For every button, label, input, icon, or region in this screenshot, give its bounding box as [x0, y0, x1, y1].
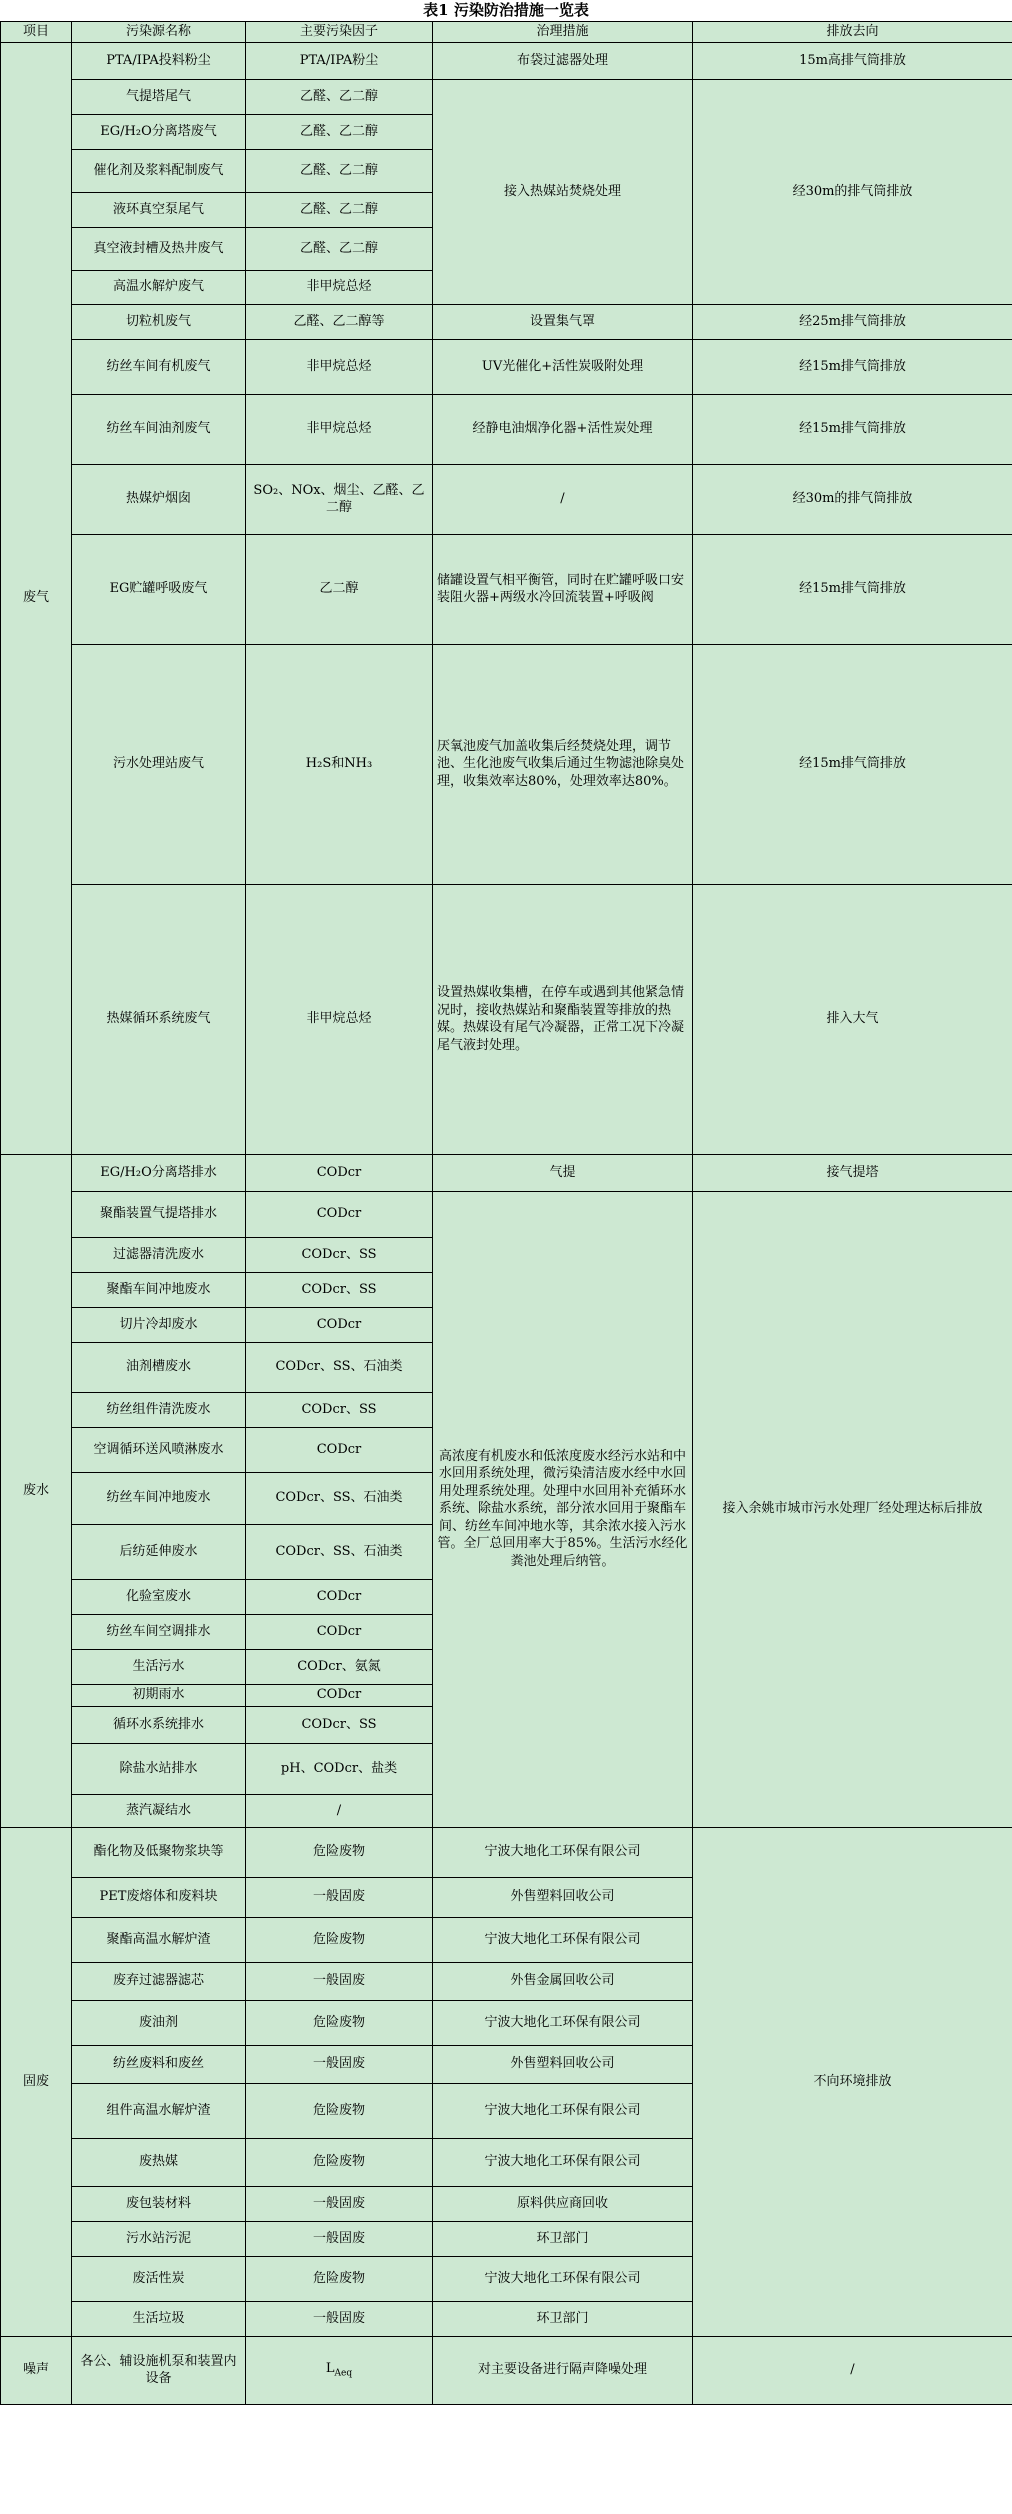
factor-cell: CODcr、氨氮 [246, 1649, 433, 1684]
table-row [1, 1154, 1012, 1191]
factor-cell: pH、CODcr、盐类 [246, 1743, 433, 1794]
pollution-measures-table [0, 21, 1012, 2405]
source-cell: 气提塔尾气 [72, 79, 246, 114]
source-cell: 循环水系统排水 [72, 1706, 246, 1743]
table-row [1, 2336, 1012, 2404]
factor-cell: CODcr [246, 1154, 433, 1191]
factor-cell: CODcr [246, 1191, 433, 1237]
source-cell: EG/H₂O分离塔排水 [72, 1154, 246, 1191]
factor-cell: 乙醛、乙二醇等 [246, 304, 433, 339]
factor-cell: CODcr、SS [246, 1272, 433, 1307]
source-cell: 纺丝车间有机废气 [72, 339, 246, 394]
measure-cell: 宁波大地化工环保有限公司 [433, 2256, 693, 2301]
source-cell: 聚酯高温水解炉渣 [72, 1917, 246, 1962]
measure-cell: 原料供应商回收 [433, 2186, 693, 2221]
header-factor: 主要污染因子 [246, 22, 433, 43]
measure-cell: 设置集气罩 [433, 304, 693, 339]
measure-cell: 外售金属回收公司 [433, 1962, 693, 2000]
factor-cell: CODcr [246, 1427, 433, 1472]
measure-cell: 宁波大地化工环保有限公司 [433, 2138, 693, 2186]
source-cell: 热媒循环系统废气 [72, 884, 246, 1154]
table-row [1, 1191, 1012, 1237]
factor-cell: CODcr、SS、石油类 [246, 1472, 433, 1524]
measure-cell: 气提 [433, 1154, 693, 1191]
factor-cell: CODcr、SS [246, 1237, 433, 1272]
source-cell: 催化剂及浆料配制废气 [72, 149, 246, 192]
factor-cell: 乙醛、乙二醇 [246, 149, 433, 192]
source-cell: 蒸汽凝结水 [72, 1794, 246, 1827]
source-cell: 除盐水站排水 [72, 1743, 246, 1794]
measure-cell: 环卫部门 [433, 2301, 693, 2336]
source-cell: 废热媒 [72, 2138, 246, 2186]
measure-cell-merged: 接入热媒站焚烧处理 [433, 79, 693, 304]
measure-cell: 宁波大地化工环保有限公司 [433, 2000, 693, 2045]
source-cell: PET废熔体和废料块 [72, 1877, 246, 1917]
category-solid: 固废 [1, 1827, 72, 2336]
factor-cell: CODcr [246, 1684, 433, 1706]
measure-cell: UV光催化+活性炭吸附处理 [433, 339, 693, 394]
factor-cell: 非甲烷总烃 [246, 884, 433, 1154]
table-row [1, 339, 1012, 394]
factor-cell: 危险废物 [246, 1917, 433, 1962]
header-row [1, 22, 1012, 43]
discharge-cell: 经30m的排气筒排放 [693, 464, 1012, 534]
discharge-cell: 经25m排气筒排放 [693, 304, 1012, 339]
source-cell: 空调循环送风喷淋废水 [72, 1427, 246, 1472]
source-cell: 生活垃圾 [72, 2301, 246, 2336]
header-source: 污染源名称 [72, 22, 246, 43]
table-row [1, 304, 1012, 339]
measure-cell: / [433, 464, 693, 534]
measure-cell: 宁波大地化工环保有限公司 [433, 1917, 693, 1962]
table-row [1, 644, 1012, 884]
table-row [1, 1827, 1012, 1877]
factor-cell: 危险废物 [246, 2256, 433, 2301]
category-water: 废水 [1, 1154, 72, 1827]
measure-cell: 布袋过滤器处理 [433, 42, 693, 79]
factor-cell: PTA/IPA粉尘 [246, 42, 433, 79]
factor-cell: CODcr、SS、石油类 [246, 1524, 433, 1579]
factor-cell: 一般固废 [246, 1877, 433, 1917]
factor-cell: CODcr [246, 1307, 433, 1342]
header-category: 项目 [1, 22, 72, 43]
factor-cell: 乙醛、乙二醇 [246, 192, 433, 227]
factor-cell: / [246, 1794, 433, 1827]
factor-cell: CODcr、SS、石油类 [246, 1342, 433, 1392]
source-cell: 切粒机废气 [72, 304, 246, 339]
discharge-cell-merged: 不向环境排放 [693, 1827, 1012, 2336]
measure-cell: 厌氧池废气加盖收集后经焚烧处理，调节池、生化池废气收集后通过生物滤池除臭处理，收集效率达80%，处理效率达80%。 [433, 644, 693, 884]
measure-cell: 设置热媒收集槽，在停车或遇到其他紧急情况时，接收热媒站和聚酯装置等排放的热媒。热媒设有尾气冷凝器，正常工况下冷凝尾气液封处理。 [433, 884, 693, 1154]
source-cell: 纺丝组件清洗废水 [72, 1392, 246, 1427]
measure-cell: 宁波大地化工环保有限公司 [433, 1827, 693, 1877]
source-cell: 聚酯车间冲地废水 [72, 1272, 246, 1307]
factor-main: L [325, 2361, 335, 2377]
source-cell: 纺丝车间油剂废气 [72, 394, 246, 464]
factor-cell: 一般固废 [246, 2301, 433, 2336]
source-cell: 真空液封槽及热井废气 [72, 227, 246, 270]
factor-cell: 危险废物 [246, 1827, 433, 1877]
factor-cell: CODcr、SS [246, 1706, 433, 1743]
header-measure: 治理措施 [433, 22, 693, 43]
factor-cell: 危险废物 [246, 2138, 433, 2186]
discharge-cell: 经15m排气筒排放 [693, 339, 1012, 394]
source-cell: 液环真空泵尾气 [72, 192, 246, 227]
table-title: 表1 污染防治措施一览表 [0, 0, 1012, 21]
factor-cell: 一般固废 [246, 2221, 433, 2256]
factor-cell: CODcr [246, 1614, 433, 1649]
table-row [1, 884, 1012, 1154]
source-cell: 热媒炉烟囱 [72, 464, 246, 534]
factor-cell: 一般固废 [246, 2186, 433, 2221]
header-discharge: 排放去向 [693, 22, 1012, 43]
category-air: 废气 [1, 42, 72, 1154]
source-cell: EG贮罐呼吸废气 [72, 534, 246, 644]
source-cell: 过滤器清洗废水 [72, 1237, 246, 1272]
factor-cell: 乙醛、乙二醇 [246, 79, 433, 114]
table-row [1, 534, 1012, 644]
source-cell: 废弃过滤器滤芯 [72, 1962, 246, 2000]
factor-cell [246, 2336, 433, 2404]
source-cell: 油剂槽废水 [72, 1342, 246, 1392]
source-cell: 纺丝车间冲地废水 [72, 1472, 246, 1524]
source-cell: 废活性炭 [72, 2256, 246, 2301]
factor-cell: 非甲烷总烃 [246, 270, 433, 304]
factor-cell: 乙醛、乙二醇 [246, 114, 433, 149]
factor-cell: 危险废物 [246, 2000, 433, 2045]
table-row [1, 79, 1012, 114]
discharge-cell: 经15m排气筒排放 [693, 644, 1012, 884]
source-cell: 化验室废水 [72, 1579, 246, 1614]
source-cell: 高温水解炉废气 [72, 270, 246, 304]
discharge-cell: 经15m排气筒排放 [693, 534, 1012, 644]
source-cell: 酯化物及低聚物浆块等 [72, 1827, 246, 1877]
source-cell: 纺丝车间空调排水 [72, 1614, 246, 1649]
measure-cell: 宁波大地化工环保有限公司 [433, 2083, 693, 2138]
source-cell: 各公、辅设施机泵和装置内设备 [72, 2336, 246, 2404]
source-cell: PTA/IPA投料粉尘 [72, 42, 246, 79]
factor-cell: CODcr [246, 1579, 433, 1614]
measure-cell-merged: 高浓度有机废水和低浓度废水经污水站和中水回用系统处理，微污染清洁废水经中水回用处理系统处理。处理中水回用补充循环水系统、除盐水系统，部分浓水回用于聚酯车间、纺丝车间冲地水等，其余浓水接入污水管。全厂总回用率大于85%。生活污水经化粪池处理后纳管。 [433, 1191, 693, 1827]
discharge-cell-merged: 经30m的排气筒排放 [693, 79, 1012, 304]
factor-cell: 非甲烷总烃 [246, 339, 433, 394]
factor-cell: SO₂、NOx、烟尘、乙醛、乙二醇 [246, 464, 433, 534]
discharge-cell: 经15m排气筒排放 [693, 394, 1012, 464]
source-cell: 污水处理站废气 [72, 644, 246, 884]
table-row [1, 464, 1012, 534]
source-cell: 聚酯装置气提塔排水 [72, 1191, 246, 1237]
discharge-cell: 接气提塔 [693, 1154, 1012, 1191]
measure-cell: 经静电油烟净化器+活性炭处理 [433, 394, 693, 464]
table-row [1, 42, 1012, 79]
discharge-cell: / [693, 2336, 1012, 2404]
category-noise: 噪声 [1, 2336, 72, 2404]
measure-cell: 储罐设置气相平衡管，同时在贮罐呼吸口安装阻火器+两级水冷回流装置+呼吸阀 [433, 534, 693, 644]
factor-cell: 非甲烷总烃 [246, 394, 433, 464]
factor-cell: 一般固废 [246, 1962, 433, 2000]
factor-cell: 乙二醇 [246, 534, 433, 644]
measure-cell: 外售塑料回收公司 [433, 1877, 693, 1917]
source-cell: 初期雨水 [72, 1684, 246, 1706]
discharge-cell: 排入大气 [693, 884, 1012, 1154]
source-cell: 后纺延伸废水 [72, 1524, 246, 1579]
factor-cell: CODcr、SS [246, 1392, 433, 1427]
source-cell: 废油剂 [72, 2000, 246, 2045]
table-row [1, 394, 1012, 464]
source-cell: 纺丝废料和废丝 [72, 2045, 246, 2083]
measure-cell: 环卫部门 [433, 2221, 693, 2256]
factor-cell: 危险废物 [246, 2083, 433, 2138]
discharge-cell-merged: 接入余姚市城市污水处理厂经处理达标后排放 [693, 1191, 1012, 1827]
factor-cell: 乙醛、乙二醇 [246, 227, 433, 270]
factor-cell: H₂S和NH₃ [246, 644, 433, 884]
source-cell: EG/H₂O分离塔废气 [72, 114, 246, 149]
source-cell: 组件高温水解炉渣 [72, 2083, 246, 2138]
measure-cell: 对主要设备进行隔声降噪处理 [433, 2336, 693, 2404]
source-cell: 切片冷却废水 [72, 1307, 246, 1342]
source-cell: 废包装材料 [72, 2186, 246, 2221]
factor-subscript: Aeq [334, 2368, 353, 2379]
source-cell: 生活污水 [72, 1649, 246, 1684]
discharge-cell: 15m高排气筒排放 [693, 42, 1012, 79]
measure-cell: 外售塑料回收公司 [433, 2045, 693, 2083]
factor-cell: 一般固废 [246, 2045, 433, 2083]
source-cell: 污水站污泥 [72, 2221, 246, 2256]
